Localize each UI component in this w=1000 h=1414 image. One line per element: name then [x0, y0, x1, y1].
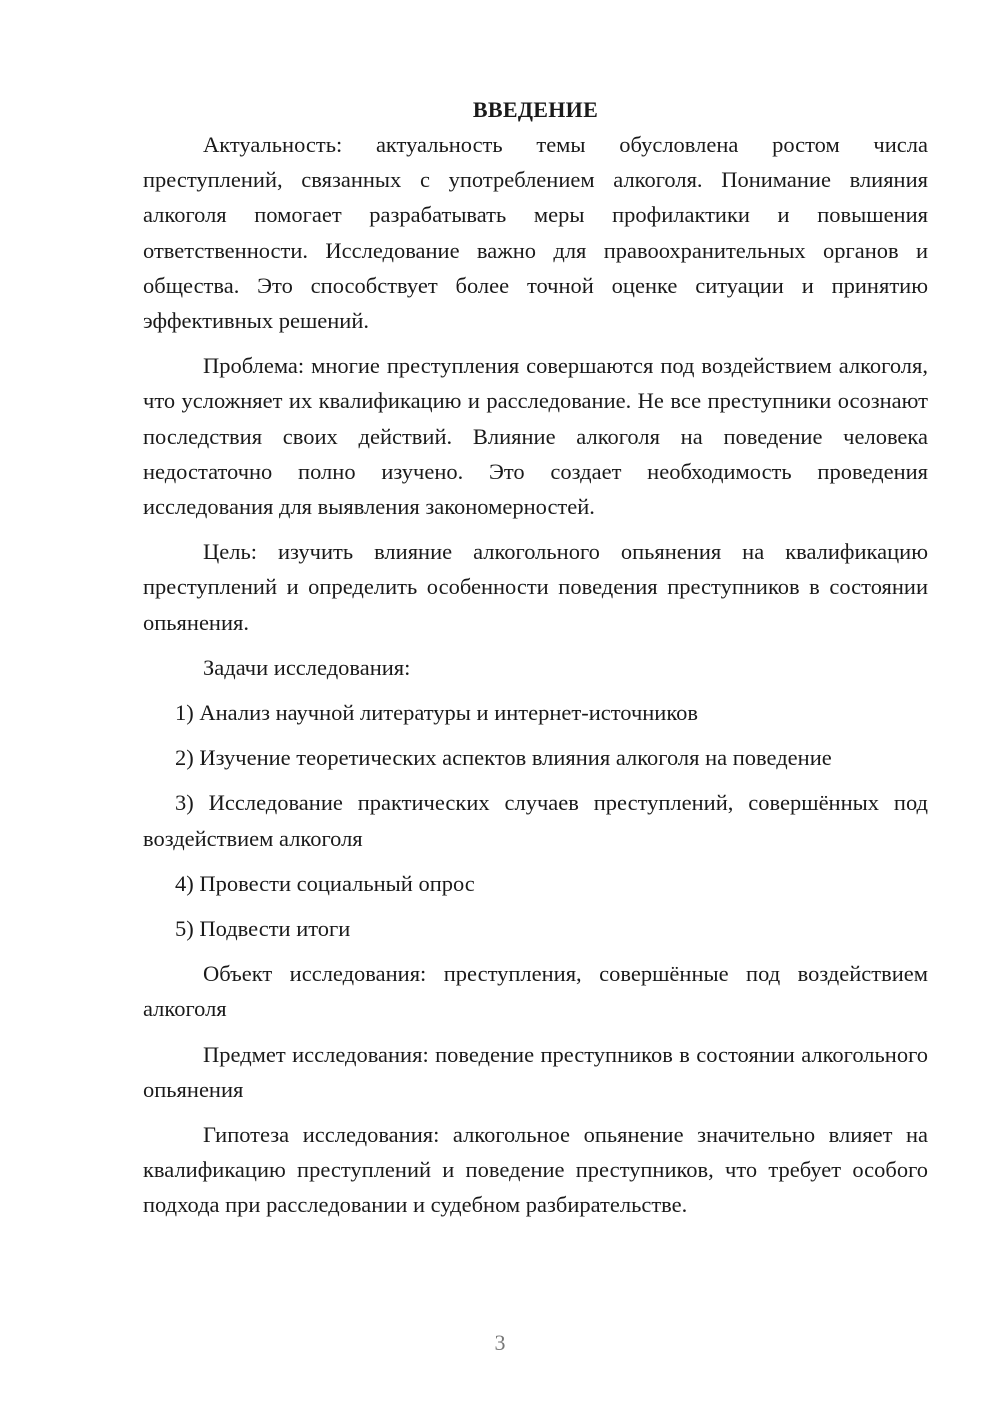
task-item: 5) Подвести итоги: [175, 916, 351, 942]
page-content: [143, 92, 928, 1223]
problem-paragraph: Проблема: многие преступления совершаются под воздействием алкоголя, что усложняет их квалификацию и расследование. Не все преступники осознают последствия своих действий. Влияние алкоголя на поведение человека недостаточно полно изучено. Это создает необходимость проведения исследования для выявления закономерностей.: [143, 353, 928, 520]
object-paragraph: Объект исследования: преступления, совершённые под воздействием алкоголя: [143, 961, 928, 1022]
task-item: 3) Исследование практических случаев преступлений, совершённых под воздействием алкоголя: [143, 790, 928, 851]
tasks-heading: Задачи исследования:: [203, 654, 411, 680]
task-item: 2) Изучение теоретических аспектов влияния алкоголя на поведение: [175, 745, 832, 771]
hypothesis-paragraph: Гипотеза исследования: алкогольное опьянение значительно влияет на квалификацию преступлений и поведение преступников, что требует особого подхода при расследовании и судебном разбирательстве.: [143, 1122, 928, 1218]
goal-paragraph: Цель: изучить влияние алкогольного опьянения на квалификацию преступлений и определить особенности поведения преступников в состоянии опьянения.: [143, 539, 928, 635]
subject-paragraph: Предмет исследования: поведение преступников в состоянии алкогольного опьянения: [143, 1041, 928, 1102]
page-number: 3: [494, 1330, 506, 1355]
task-item: 4) Провести социальный опрос: [175, 870, 475, 896]
task-item: 1) Анализ научной литературы и интернет-источников: [175, 700, 699, 726]
relevance-paragraph: Актуальность: актуальность темы обусловлена ростом числа преступлений, связанных с употреблением алкоголя. Понимание влияния алкоголя помогает разрабатывать меры профилактики и повышения ответственности. Исследование важно для правоохранительных органов и общества. Это способствует более точной оценке ситуации и принятию эффективных решений.: [143, 132, 928, 334]
section-title: ВВЕДЕНИЕ: [472, 97, 599, 122]
